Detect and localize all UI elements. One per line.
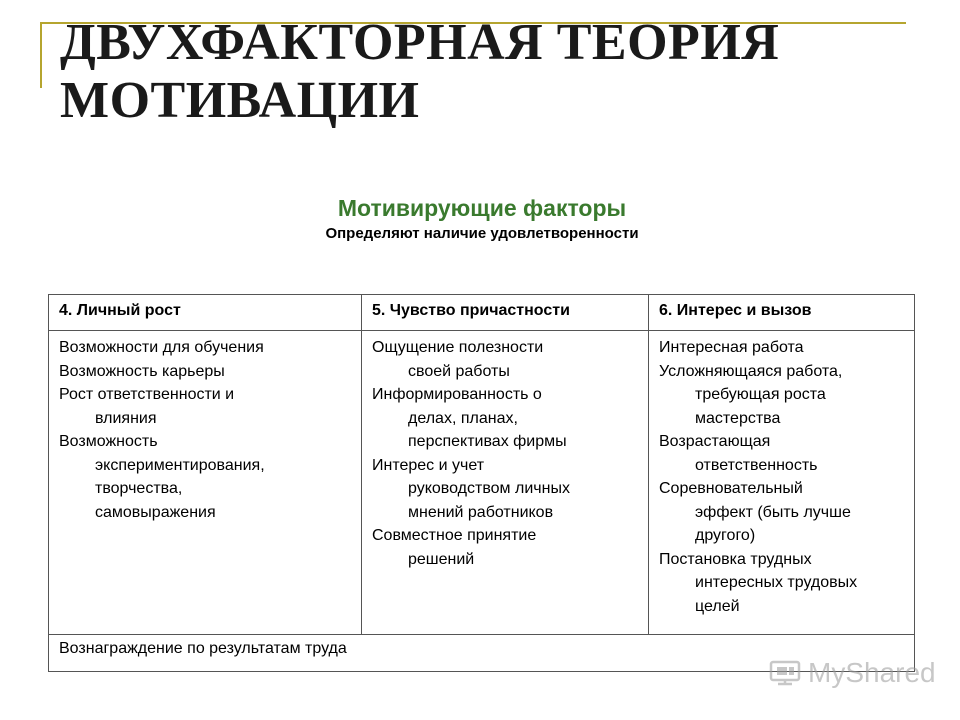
list-item xyxy=(372,454,640,525)
list-item-text: Интерес и учет xyxy=(372,456,485,474)
list-item xyxy=(59,430,353,524)
list-item-text: Информированность о xyxy=(372,386,542,403)
list-item xyxy=(59,360,353,384)
slide-title xyxy=(60,14,920,130)
list-item-continuation: эффект (быть лучше xyxy=(695,503,851,521)
subtitle: Мотивирующие факторы xyxy=(337,195,627,221)
header-sense-of-belonging: 5. Чувство причастности xyxy=(362,295,649,331)
list-item-continuation: влияния xyxy=(95,409,157,427)
list-item xyxy=(372,336,640,383)
table-header-row xyxy=(49,295,915,331)
list-item-text: Совместное принятие xyxy=(372,527,537,544)
column-cell-personal-growth xyxy=(49,331,362,635)
list-item-continuation: экспериментирования, xyxy=(95,456,265,474)
list-item-continuation: мастерства xyxy=(695,409,781,427)
list-item-continuation: требующая роста xyxy=(695,386,826,403)
list-item-text: Возможность xyxy=(59,433,158,450)
list-item-continuation: другого) xyxy=(695,527,756,544)
slide-title-line-2: МОТИВАЦИИ xyxy=(60,72,420,129)
column-cell-interest-and-challenge xyxy=(649,331,915,635)
table-row xyxy=(49,331,915,635)
list-item xyxy=(659,430,906,477)
list-item-continuation: своей работы xyxy=(408,362,510,380)
watermark-text: MyShared xyxy=(808,657,936,688)
slide-title-line-1: ДВУХФАКТОРНАЯ ТЕОРИЯ xyxy=(60,14,780,71)
list-item-text: Возможность карьеры xyxy=(59,362,225,380)
factors-table xyxy=(48,294,915,672)
list-item-continuation: интересных трудовых xyxy=(695,574,858,591)
list-item-text: Постановка трудных xyxy=(659,550,812,568)
list-item-text: Усложняющаяся работа, xyxy=(659,362,843,380)
list-item-text: Возрастающая xyxy=(659,433,771,450)
list-item xyxy=(659,548,906,619)
watermark xyxy=(768,658,936,688)
list-item-continuation: самовыражения xyxy=(95,503,216,521)
list-item-continuation: целей xyxy=(695,597,740,615)
footer-cell: Вознаграждение по результатам труда xyxy=(49,635,915,672)
subtitle-description: Определяют наличие удовлетворенности xyxy=(325,225,639,242)
list-item xyxy=(59,383,353,430)
list-item-continuation: решений xyxy=(408,550,475,568)
list-item-continuation: перспективах фирмы xyxy=(408,433,567,450)
list-item-continuation: творчества, xyxy=(95,480,183,497)
subtitle-block xyxy=(0,194,960,244)
list-item-continuation: руководством личных xyxy=(408,480,570,497)
list-item xyxy=(59,336,353,360)
accent-line-left xyxy=(40,22,42,88)
list-item-continuation: ответственность xyxy=(695,456,818,474)
list-item-text: Соревновательный xyxy=(659,480,803,497)
list-item-text: Рост ответственности и xyxy=(59,386,235,403)
list-item-continuation: делах, планах, xyxy=(408,409,518,427)
list-item xyxy=(659,477,906,548)
list-item-text: Ощущение полезности xyxy=(372,339,544,356)
list-item-continuation: мнений работников xyxy=(408,503,554,521)
list-item xyxy=(659,336,906,360)
column-cell-sense-of-belonging xyxy=(362,331,649,635)
projector-logo-icon xyxy=(768,658,802,688)
header-interest-and-challenge: 6. Интерес и вызов xyxy=(649,295,915,331)
header-personal-growth: 4. Личный рост xyxy=(49,295,362,331)
list-item-text: Возможности для обучения xyxy=(59,339,264,356)
list-item xyxy=(372,383,640,454)
list-item-text: Интересная работа xyxy=(659,339,804,356)
list-item xyxy=(659,360,906,431)
list-item xyxy=(372,524,640,571)
